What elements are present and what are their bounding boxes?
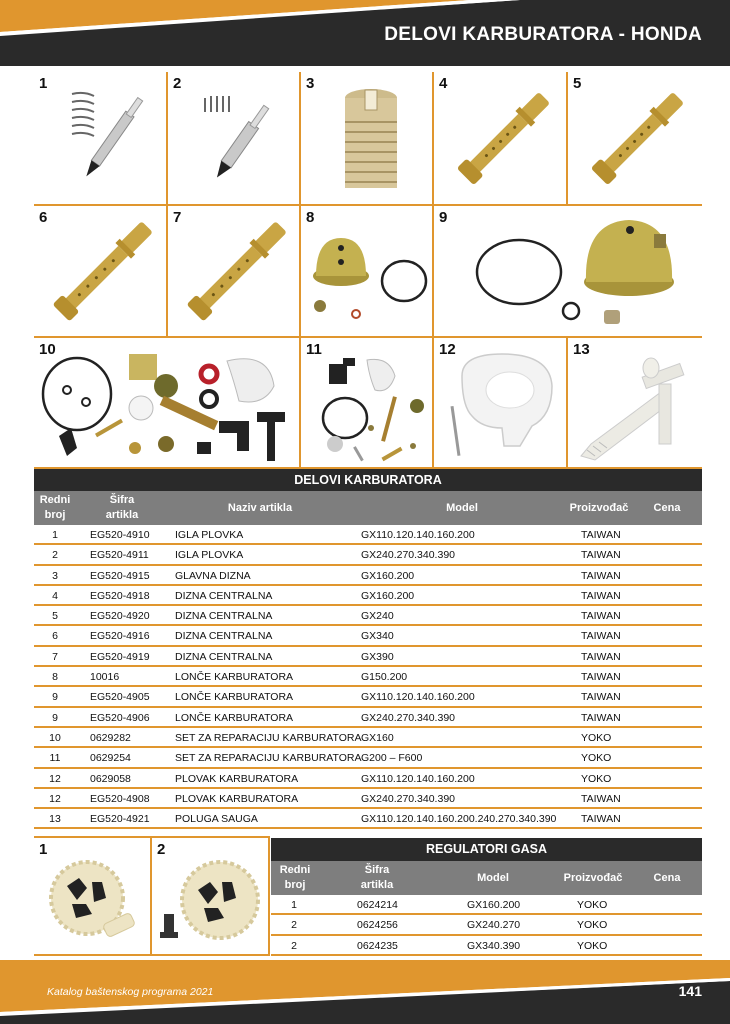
cell-name: DIZNA CENTRALNA	[175, 610, 273, 623]
cell-no: 12	[49, 772, 61, 785]
cell-code: EG520-4920	[90, 610, 150, 623]
cell-name: LONČE KARBURATORA	[175, 671, 294, 684]
page-footer	[0, 960, 730, 1024]
cell-no: 10	[49, 731, 61, 744]
table-row	[34, 525, 702, 545]
image-number: 10	[39, 341, 56, 358]
product-image-9	[434, 206, 702, 338]
header-code-line1: Šifra	[109, 494, 135, 506]
cell-code: EG520-4908	[90, 792, 150, 805]
cell-maker: YOKO	[581, 752, 612, 765]
cell-model: GX340.390	[467, 939, 521, 952]
cell-name: SET ZA REPARACIJU KARBURATORA	[175, 752, 362, 765]
cell-model: GX110.120.140.160.200	[361, 691, 475, 704]
product-image-3	[301, 72, 434, 206]
cell-no: 13	[49, 813, 61, 826]
cell-name: DIZNA CENTRALNA	[175, 650, 273, 663]
cell-model: GX110.120.140.160.200.240.270.340.390	[361, 813, 557, 826]
cell-maker: TAIWAN	[581, 569, 621, 582]
choke-lever-icon	[573, 348, 698, 463]
cell-name: SET ZA REPARACIJU KARBURATORA	[175, 731, 362, 744]
cell-maker: YOKO	[577, 899, 608, 911]
cell-name: PLOVAK KARBURATORA	[175, 792, 299, 805]
cell-maker: TAIWAN	[581, 630, 621, 643]
product-image-5	[568, 72, 702, 206]
cell-maker: TAIWAN	[581, 650, 621, 663]
image-number: 5	[573, 75, 582, 92]
cell-code: EG520-4921	[90, 813, 150, 826]
cell-maker: TAIWAN	[581, 589, 621, 602]
cell-model: GX160.200	[361, 589, 415, 602]
cell-model: GX160.200	[467, 899, 521, 911]
cell-maker: TAIWAN	[581, 529, 621, 541]
image-number: 7	[173, 209, 182, 226]
cell-no: 2	[291, 939, 297, 952]
cell-name: PLOVAK KARBURATORA	[175, 772, 299, 785]
image-number: 4	[439, 75, 448, 92]
table-row	[271, 915, 702, 935]
table-row	[34, 667, 702, 687]
repair-kit-icon	[317, 346, 432, 466]
governor-image-1	[34, 838, 152, 956]
image-number: 1	[39, 75, 48, 92]
table-title: DELOVI KARBURATORA	[34, 469, 702, 491]
table-row	[34, 769, 702, 789]
cell-no: 12	[49, 792, 61, 805]
table-row	[34, 606, 702, 626]
table-header	[34, 491, 702, 525]
product-image-6	[34, 206, 168, 338]
header-no	[34, 493, 76, 523]
header-price: Cena	[653, 502, 681, 514]
cell-model: GX110.120.140.160.200	[361, 772, 475, 785]
cell-code: 0624256	[357, 919, 398, 932]
cell-name: IGLA PLOVKA	[175, 529, 244, 541]
table-row	[34, 647, 702, 667]
cell-name: IGLA PLOVKA	[175, 549, 244, 562]
cell-no: 9	[52, 711, 58, 724]
cell-code: EG520-4918	[90, 589, 150, 602]
cell-code: 10016	[90, 671, 120, 684]
table-row	[34, 809, 702, 829]
cell-code: 0629254	[90, 752, 131, 765]
table-row	[271, 936, 702, 956]
header-name: Naziv artikla	[227, 502, 293, 514]
cell-no: 2	[291, 919, 297, 932]
image-number: 9	[439, 209, 448, 226]
cell-no: 6	[52, 630, 58, 643]
product-image-7	[168, 206, 301, 338]
cell-no: 4	[52, 589, 58, 602]
cell-maker: TAIWAN	[581, 671, 621, 684]
cell-code: 0629058	[90, 772, 131, 785]
cell-model: GX240.270.340.390	[361, 711, 455, 724]
cell-no: 11	[49, 752, 61, 765]
brass-nozzle-icon	[444, 80, 559, 200]
catalog-name: Katalog baštenskog programa 2021	[47, 986, 214, 998]
header-code-line2: artikla	[105, 509, 139, 521]
cell-code: 0624214	[357, 899, 398, 911]
cell-no: 1	[52, 529, 58, 541]
image-number: 12	[439, 341, 456, 358]
cell-maker: YOKO	[581, 772, 612, 785]
cell-model: GX160	[361, 731, 394, 744]
page-number: 141	[678, 983, 702, 999]
cell-model: GX390	[361, 650, 394, 663]
cell-no: 1	[291, 899, 297, 911]
table-row	[34, 728, 702, 748]
header-no	[271, 863, 319, 893]
cell-name: LONČE KARBURATORA	[175, 711, 294, 724]
cell-maker: TAIWAN	[581, 813, 621, 826]
cell-maker: YOKO	[581, 731, 612, 744]
product-image-4	[434, 72, 568, 206]
image-number: 13	[573, 341, 590, 358]
product-image-2	[168, 72, 301, 206]
cell-maker: YOKO	[577, 919, 608, 932]
image-number: 11	[306, 341, 322, 358]
cell-no: 7	[52, 650, 58, 663]
header-model: Model	[446, 502, 478, 514]
product-image-12	[434, 338, 568, 469]
header-code-line2: artikla	[360, 879, 394, 891]
cell-code: EG520-4919	[90, 650, 150, 663]
image-number: 6	[39, 209, 48, 226]
image-number: 8	[306, 209, 315, 226]
governor-gear-icon	[156, 856, 266, 951]
carburetor-parts-table	[34, 469, 702, 829]
throttle-governor-table	[271, 838, 702, 956]
image-number: 2	[173, 75, 182, 92]
table-body	[34, 525, 702, 829]
cell-model: GX240.270.340.390	[361, 549, 455, 562]
table-header	[271, 861, 702, 895]
cell-model: GX240.270.340.390	[361, 792, 455, 805]
cell-model: GX240	[361, 610, 394, 623]
cell-maker: TAIWAN	[581, 792, 621, 805]
header-model: Model	[477, 872, 509, 884]
table-row	[34, 708, 702, 728]
product-image-10	[34, 338, 301, 469]
table-row	[34, 545, 702, 565]
image-number: 3	[306, 75, 315, 92]
cell-no: 2	[52, 549, 58, 562]
brass-nozzle-icon	[44, 212, 159, 334]
cell-code: EG520-4906	[90, 711, 150, 724]
cell-name: DIZNA CENTRALNA	[175, 589, 273, 602]
brass-nozzle-icon	[578, 80, 693, 200]
cell-maker: TAIWAN	[581, 691, 621, 704]
product-image-13	[568, 338, 702, 469]
float-needle-icon	[183, 82, 288, 197]
page-title: DELOVI KARBURATORA - HONDA	[384, 24, 702, 45]
float-icon	[442, 346, 562, 464]
governor-image-grid	[34, 836, 270, 956]
cell-name: LONČE KARBURATORA	[175, 691, 294, 704]
brass-nozzle-icon	[178, 212, 293, 334]
cell-name: GLAVNA DIZNA	[175, 569, 251, 582]
product-image-11	[301, 338, 434, 469]
cell-maker: TAIWAN	[581, 549, 621, 562]
cell-no: 5	[52, 610, 58, 623]
cell-name: POLUGA SAUGA	[175, 813, 258, 826]
governor-image-2	[152, 838, 270, 956]
image-number: 2	[157, 841, 166, 858]
cell-code: EG520-4905	[90, 691, 150, 704]
repair-kit-icon	[39, 346, 297, 466]
table-body	[271, 895, 702, 956]
product-image-8	[301, 206, 434, 338]
page-header	[0, 0, 730, 66]
table-row	[34, 687, 702, 707]
header-code	[86, 493, 158, 523]
float-bowl-kit-icon	[306, 226, 431, 331]
cell-code: 0629282	[90, 731, 131, 744]
header-price: Cena	[653, 872, 681, 884]
header-code-line1: Šifra	[364, 864, 390, 876]
table-row	[34, 626, 702, 646]
table-row	[34, 748, 702, 768]
cell-model: GX110.120.140.160.200	[361, 529, 475, 541]
table-title: REGULATORI GASA	[271, 838, 702, 861]
cell-no: 8	[52, 671, 58, 684]
main-jet-icon	[331, 82, 411, 200]
cell-code: EG520-4910	[90, 529, 150, 541]
governor-gear-icon	[42, 856, 150, 951]
cell-maker: TAIWAN	[581, 711, 621, 724]
float-needle-icon	[54, 82, 154, 197]
cell-model: GX240.270	[467, 919, 521, 932]
cell-code: 0624235	[357, 939, 398, 952]
header-maker: Proizvođač	[569, 502, 629, 514]
cell-name: DIZNA CENTRALNA	[175, 630, 273, 643]
header-no-line2: broj	[44, 509, 66, 521]
header-no-line1: Redni	[279, 864, 311, 876]
cell-model: GX340	[361, 630, 394, 643]
cell-maker: TAIWAN	[581, 610, 621, 623]
cell-maker: YOKO	[577, 939, 608, 952]
header-maker: Proizvođač	[563, 872, 623, 884]
cell-no: 3	[52, 569, 58, 582]
cell-code: EG520-4911	[90, 549, 149, 562]
table-row	[34, 586, 702, 606]
table-row	[271, 895, 702, 915]
cell-code: EG520-4916	[90, 630, 150, 643]
cell-model: G150.200	[361, 671, 408, 684]
header-no-line1: Redni	[39, 494, 71, 506]
cell-code: EG520-4915	[90, 569, 150, 582]
product-image-1	[34, 72, 168, 206]
header-no-line2: broj	[284, 879, 306, 891]
header-code	[341, 863, 413, 893]
float-bowl-kit-icon	[454, 212, 694, 334]
image-number: 1	[39, 841, 48, 858]
table-row	[34, 789, 702, 809]
cell-model: GX160.200	[361, 569, 415, 582]
table-row	[34, 566, 702, 586]
cell-model: G200 – F600	[361, 752, 423, 765]
cell-no: 9	[52, 691, 58, 704]
